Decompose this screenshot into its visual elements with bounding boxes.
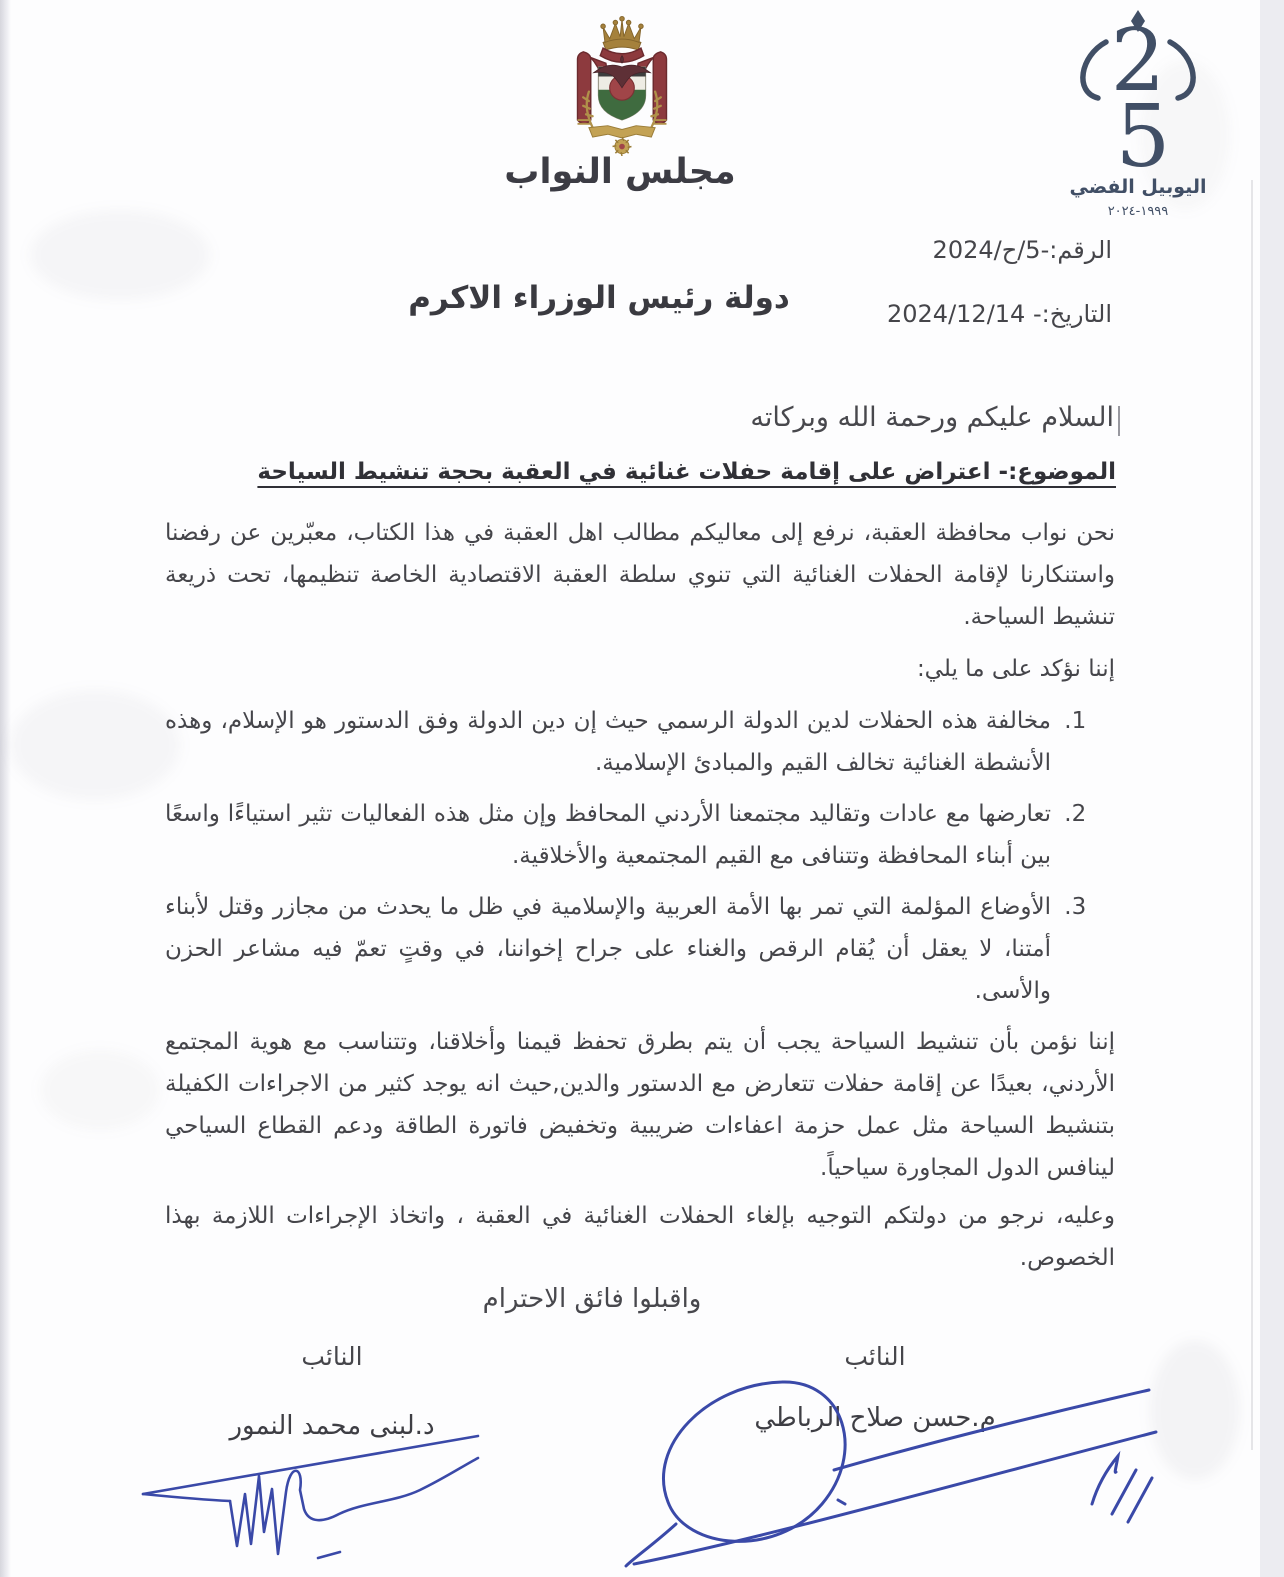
signatory-name: م.حسن صلاح الرباطي xyxy=(754,1403,996,1433)
parliament-name: مجلس النواب xyxy=(504,152,736,192)
jubilee-years: ١٩٩٩-٢٠٢٤ xyxy=(1107,204,1169,219)
request-paragraph: وعليه، نرجو من دولتكم التوجيه بإلغاء الحفلات الغنائية في العقبة ، واتخاذ الإجراءات اللازمة بهذا الخصوص. xyxy=(165,1203,1115,1271)
closing-line: واقبلوا فائق الاحترام xyxy=(482,1284,702,1314)
jubilee-25-icon xyxy=(1064,6,1212,178)
scan-smudge xyxy=(1150,1340,1240,1480)
silver-jubilee-logo xyxy=(1064,6,1212,219)
objection-points xyxy=(165,700,1115,1012)
scan-edge-right xyxy=(1260,0,1284,1577)
scan-smudge xyxy=(10,690,180,800)
recipient-title: دولة رئيس الوزراء الاكرم xyxy=(408,280,790,316)
signatory-name: د.لبنى محمد النمور xyxy=(229,1411,435,1441)
signatory-title: النائب xyxy=(301,1342,363,1371)
signature-block-left xyxy=(128,1342,536,1441)
scan-smudge xyxy=(30,210,210,300)
point-2: 2. تعارضها مع عادات وتقاليد مجتمعنا الأردني المحافظ وإن مثل هذه الفعاليات تثير استياءًا واسعًا بين أبناء المحافظة وتتنافى مع القيم المجتمعية والأخلاقية. xyxy=(165,793,1057,877)
jubilee-label: اليوبيل الفضي xyxy=(1069,176,1207,198)
reference-number: الرقم:-5/ح/2024 xyxy=(932,236,1112,264)
letter-date: التاريخ:- 2024/12/14 xyxy=(887,300,1112,328)
greeting-line: السلام عليكم ورحمة الله وبركاته xyxy=(750,402,1114,433)
signatory-title: النائب xyxy=(844,1342,906,1371)
scan-smudge xyxy=(40,1050,160,1130)
point-3: 3. الأوضاع المؤلمة التي تمر بها الأمة العربية والإسلامية في ظل ما يحدث من مجازر وقتل لأبناء أمتنا، لا يعقل أن يُقام الرقص والغناء على جراح إخواننا، في وقتٍ تعمّ فيه مشاعر الحزن والأسى. xyxy=(165,886,1057,1012)
letter-body xyxy=(165,512,1115,1285)
svg-text:2: 2 xyxy=(1110,11,1166,111)
point-1: 1. مخالفة هذه الحفلات لدين الدولة الرسمي حيث إن دين الدولة وفق الدستور هو الإسلام، وهذه الأنشطة الغنائية تخالف القيم والمبادئ الإسلامية. xyxy=(165,700,1057,784)
scan-edge-left xyxy=(0,0,11,1577)
signature-block-right xyxy=(638,1342,1112,1433)
subject-line: الموضوع:- اعتراض على إقامة حفلات غنائية في العقبة بحجة تنشيط السياحة xyxy=(257,459,1116,485)
belief-paragraph: إننا نؤمن بأن تنشيط السياحة يجب أن يتم بطرق تحفظ قيمنا وأخلاقنا، وتتناسب مع هوية المجتمع الأردني، بعيدًا عن إقامة حفلات تتعارض مع الدستور والدين,حيث انه يوجد كثير من الاجراءات الكفيلة بتنشيط السياحة مثل عمل حزمة اعفاءات ضريبية وتخفيض فاتورة الطاقة ودعم القطاع السياحي لينافس الدول المجاورة سياحياً. xyxy=(165,1029,1115,1181)
page-edge-line xyxy=(1251,180,1253,1450)
emphasis-line: إننا نؤكد على ما يلي: xyxy=(916,656,1115,682)
jordan-coat-of-arms-icon xyxy=(548,14,696,156)
svg-text:5: 5 xyxy=(1115,87,1171,178)
intro-paragraph: نحن نواب محافظة العقبة، نرفع إلى معاليكم مطالب اهل العقبة في هذا الكتاب، معبّرين عن رفضنا واستنكارنا لإقامة الحفلات الغنائية التي تنوي سلطة العقبة الاقتصادية الخاصة تنظيمها، تحت ذريعة تنشيط السياحة. xyxy=(165,520,1115,630)
